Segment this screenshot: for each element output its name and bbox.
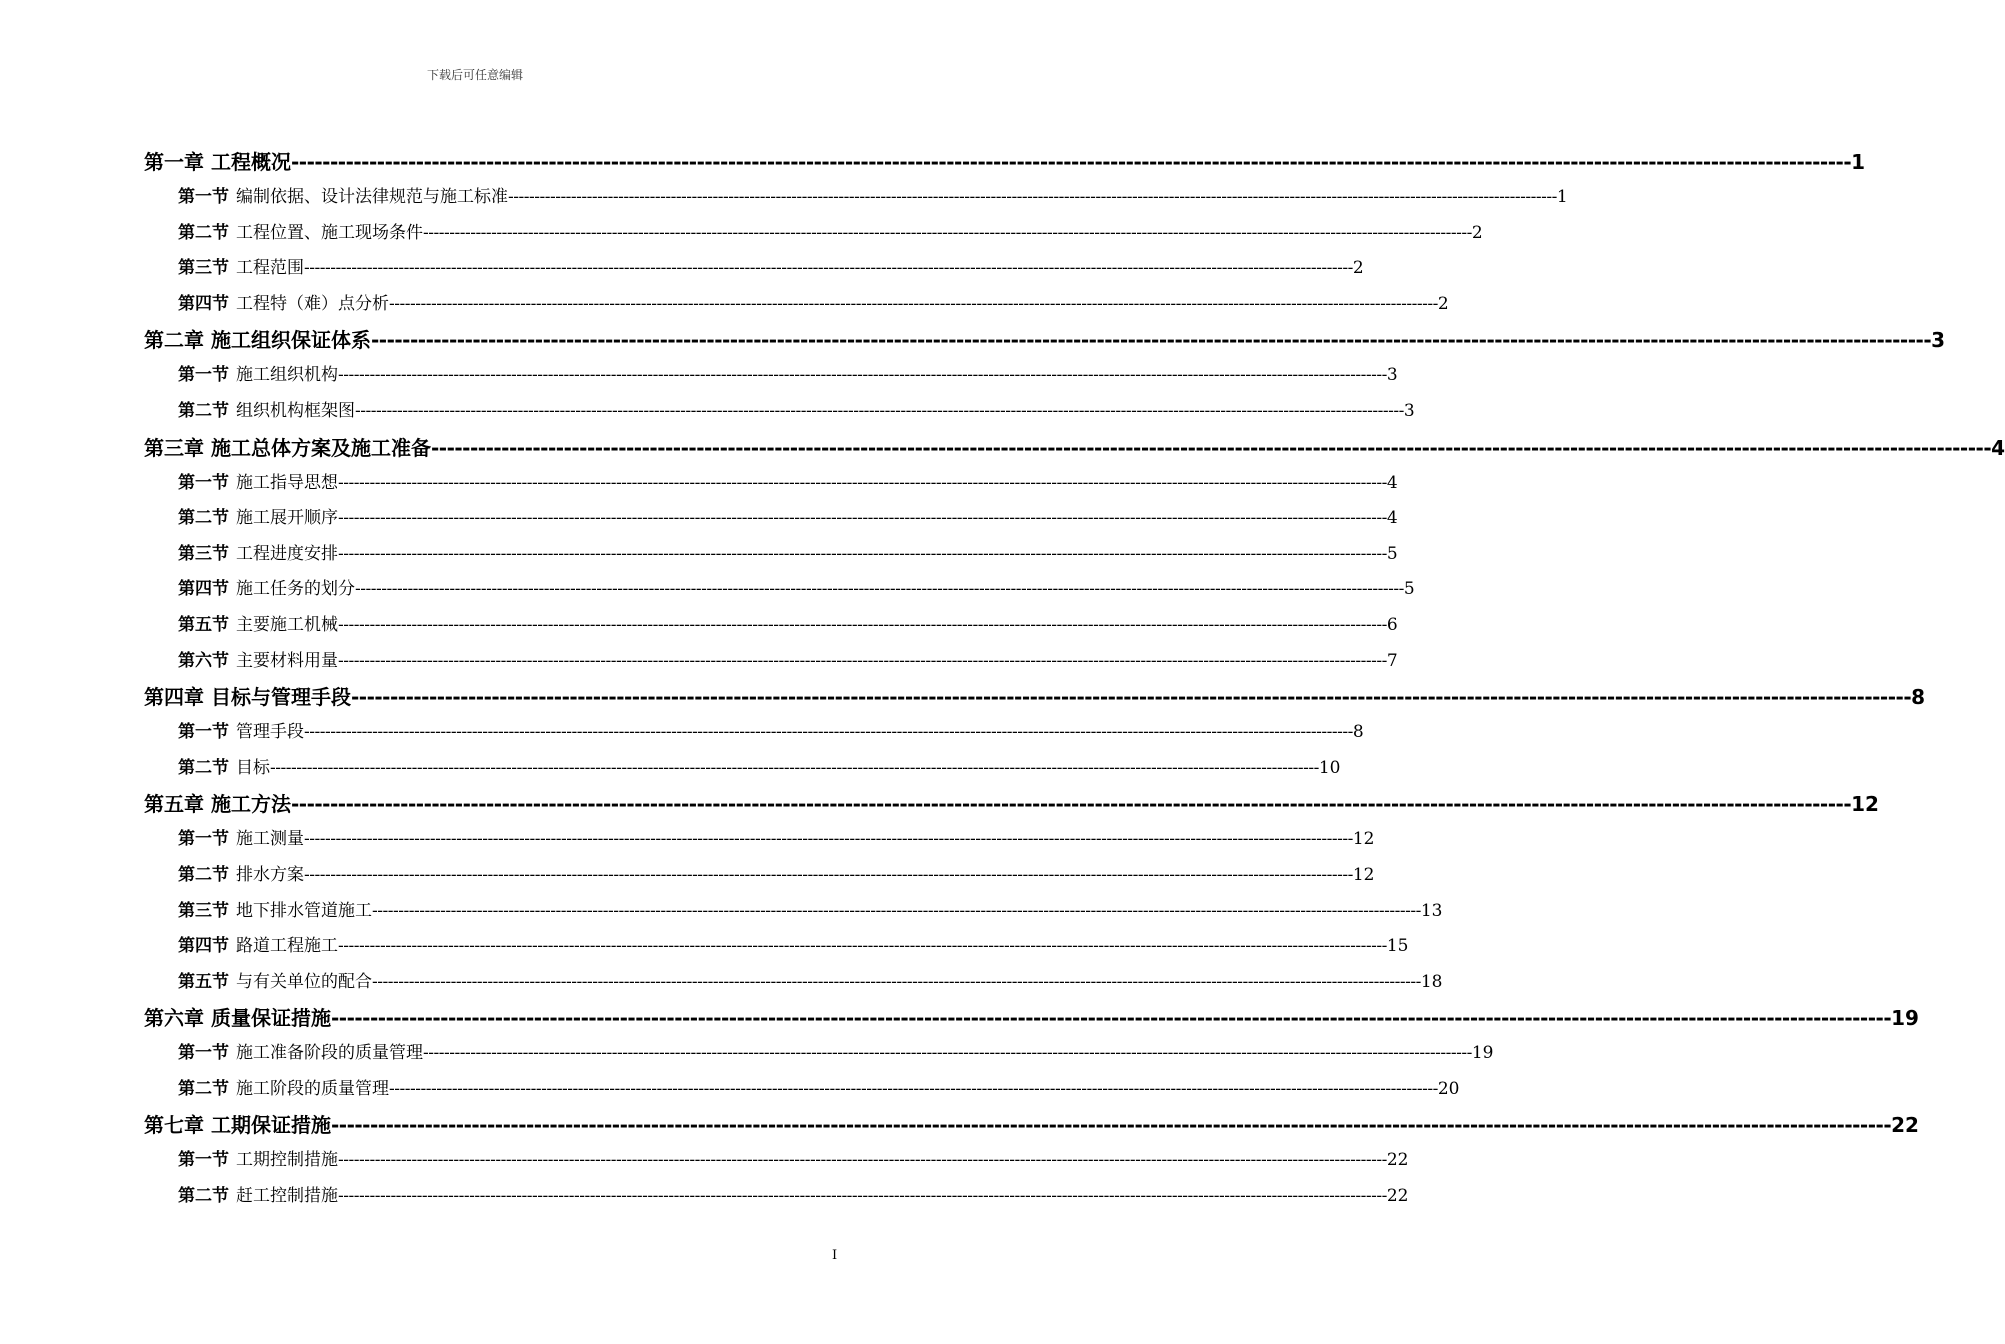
dot-leader: --------------------------------------------------------------------------------------------------------------------------------------------------------------------------------------------------------: [338, 543, 1387, 564]
toc-page-number: 12: [1352, 829, 1375, 850]
toc-page-number: 4: [1386, 472, 1398, 493]
section-heading: [178, 965, 372, 1001]
dot-leader: --------------------------------------------------------------------------------------------------------------------------------------------------------------------------------------------------------: [430, 435, 1992, 460]
section-heading: [178, 858, 304, 894]
toc-page-number: 22: [1386, 1150, 1409, 1171]
section-title: 施工测量: [236, 829, 304, 850]
section-number: 第二节: [178, 400, 229, 421]
section-number: 第一节: [178, 472, 229, 493]
dot-leader: --------------------------------------------------------------------------------------------------------------------------------------------------------------------------------------------------------: [355, 579, 1404, 600]
toc-page-number: 5: [1403, 579, 1415, 600]
section-title: 工程特（难）点分析: [236, 293, 389, 314]
toc-section[interactable]: [144, 501, 1398, 537]
toc-page-number: 4: [1386, 508, 1398, 529]
toc-page-number: 18: [1420, 971, 1443, 992]
dot-leader: --------------------------------------------------------------------------------------------------------------------------------------------------------------------------------------------------------: [304, 722, 1353, 743]
toc-page-number: 4: [1991, 435, 2005, 460]
toc-page-number: 12: [1851, 792, 1879, 817]
page-header: 下载后可任意编辑: [426, 68, 523, 82]
toc-chapter[interactable]: [144, 1000, 1919, 1036]
section-number: 第一节: [178, 1043, 229, 1064]
section-number: 第一节: [178, 829, 229, 850]
section-title: 施工任务的划分: [236, 579, 355, 600]
section-title: 施工阶段的质量管理: [236, 1078, 389, 1099]
table-of-contents: [144, 144, 2005, 1215]
toc-section[interactable]: [144, 858, 1375, 894]
toc-section[interactable]: [144, 1036, 1494, 1072]
chapter-title: 第二章 施工组织保证体系: [144, 328, 371, 353]
dot-leader: --------------------------------------------------------------------------------------------------------------------------------------------------------------------------------------------------------: [370, 328, 1932, 353]
toc-section[interactable]: [144, 822, 1375, 858]
section-title: 主要施工机械: [236, 614, 338, 635]
toc-page-number: 2: [1437, 293, 1449, 314]
chapter-title: 第四章 目标与管理手段: [144, 685, 351, 710]
dot-leader: --------------------------------------------------------------------------------------------------------------------------------------------------------------------------------------------------------: [338, 1186, 1387, 1207]
section-title: 编制依据、设计法律规范与施工标准: [236, 187, 508, 207]
section-title: 施工准备阶段的质量管理: [236, 1043, 423, 1064]
section-heading: [178, 572, 355, 608]
section-number: 第一节: [178, 365, 229, 386]
dot-leader: --------------------------------------------------------------------------------------------------------------------------------------------------------------------------------------------------------: [290, 150, 1852, 174]
toc-chapter[interactable]: [144, 144, 1866, 180]
section-number: 第四节: [178, 293, 229, 314]
toc-section[interactable]: [144, 287, 1449, 323]
dot-leader: --------------------------------------------------------------------------------------------------------------------------------------------------------------------------------------------------------: [290, 792, 1852, 817]
dot-leader: --------------------------------------------------------------------------------------------------------------------------------------------------------------------------------------------------------: [338, 936, 1387, 957]
section-title: 工期控制措施: [236, 1150, 338, 1171]
toc-page-number: 8: [1911, 685, 1926, 710]
section-heading: [178, 394, 355, 430]
dot-leader: --------------------------------------------------------------------------------------------------------------------------------------------------------------------------------------------------------: [338, 365, 1387, 386]
section-title: 工程范围: [236, 258, 304, 279]
toc-section[interactable]: [144, 751, 1341, 787]
section-title: 与有关单位的配合: [236, 971, 372, 992]
section-number: 第四节: [178, 936, 229, 957]
toc-section[interactable]: [144, 929, 1409, 965]
toc-section[interactable]: [144, 394, 1415, 430]
section-number: 第三节: [178, 900, 229, 921]
toc-page-number: 22: [1891, 1113, 1919, 1138]
section-heading: [178, 929, 338, 965]
toc-page-number: 19: [1891, 1006, 1919, 1031]
toc-page-number: 12: [1352, 864, 1375, 885]
chapter-title: 第一章 工程概况: [144, 150, 291, 174]
section-heading: [178, 287, 389, 323]
toc-chapter[interactable]: [144, 322, 1946, 358]
dot-leader: --------------------------------------------------------------------------------------------------------------------------------------------------------------------------------------------------------: [338, 1150, 1387, 1171]
toc-section[interactable]: [144, 965, 1443, 1001]
section-title: 排水方案: [236, 864, 304, 885]
dot-leader: --------------------------------------------------------------------------------------------------------------------------------------------------------------------------------------------------------: [508, 187, 1557, 207]
toc-section[interactable]: [144, 644, 1398, 680]
dot-leader: --------------------------------------------------------------------------------------------------------------------------------------------------------------------------------------------------------: [304, 829, 1353, 850]
toc-chapter[interactable]: [144, 1107, 1919, 1143]
dot-leader: --------------------------------------------------------------------------------------------------------------------------------------------------------------------------------------------------------: [423, 222, 1472, 243]
section-heading: [178, 466, 338, 502]
toc-section[interactable]: [144, 894, 1443, 930]
section-title: 主要材料用量: [236, 650, 338, 671]
section-heading: [178, 1036, 423, 1072]
chapter-title: 第七章 工期保证措施: [144, 1113, 331, 1138]
toc-chapter[interactable]: [144, 786, 1879, 822]
toc-section[interactable]: [144, 251, 1364, 287]
chapter-title: 第五章 施工方法: [144, 792, 291, 817]
section-number: 第五节: [178, 614, 229, 635]
section-title: 施工展开顺序: [236, 508, 338, 529]
dot-leader: --------------------------------------------------------------------------------------------------------------------------------------------------------------------------------------------------------: [338, 650, 1387, 671]
dot-leader: --------------------------------------------------------------------------------------------------------------------------------------------------------------------------------------------------------: [330, 1113, 1892, 1138]
section-number: 第一节: [178, 187, 229, 207]
toc-chapter[interactable]: [144, 679, 1926, 715]
section-heading: [178, 894, 372, 930]
toc-section[interactable]: [144, 1143, 1409, 1179]
dot-leader: --------------------------------------------------------------------------------------------------------------------------------------------------------------------------------------------------------: [355, 400, 1404, 421]
section-heading: [178, 537, 338, 573]
section-heading: [178, 216, 423, 252]
section-heading: [178, 358, 338, 394]
toc-section[interactable]: [144, 216, 1483, 252]
section-heading: [178, 1143, 338, 1179]
toc-chapter[interactable]: [144, 430, 2005, 466]
section-heading: [178, 1072, 389, 1108]
section-number: 第四节: [178, 579, 229, 600]
dot-leader: --------------------------------------------------------------------------------------------------------------------------------------------------------------------------------------------------------: [423, 1043, 1472, 1064]
section-number: 第六节: [178, 650, 229, 671]
toc-section[interactable]: [144, 180, 1568, 216]
dot-leader: --------------------------------------------------------------------------------------------------------------------------------------------------------------------------------------------------------: [338, 472, 1387, 493]
section-title: 路道工程施工: [236, 936, 338, 957]
section-title: 目标: [236, 757, 270, 778]
section-title: 工程进度安排: [236, 543, 338, 564]
dot-leader: --------------------------------------------------------------------------------------------------------------------------------------------------------------------------------------------------------: [304, 864, 1353, 885]
section-number: 第一节: [178, 1150, 229, 1171]
toc-page-number: 8: [1352, 722, 1364, 743]
toc-page-number: 13: [1420, 900, 1443, 921]
toc-section[interactable]: [144, 1072, 1460, 1108]
toc-section[interactable]: [144, 537, 1398, 573]
section-heading: [178, 751, 270, 787]
toc-section[interactable]: [144, 1179, 1409, 1215]
toc-page-number: 15: [1386, 936, 1409, 957]
toc-page-number: 19: [1471, 1043, 1494, 1064]
toc-page-number: 6: [1386, 614, 1398, 635]
section-number: 第三节: [178, 543, 229, 564]
section-title: 工程位置、施工现场条件: [236, 222, 423, 243]
toc-page-number: 1: [1851, 150, 1866, 174]
toc-page-number: 3: [1386, 365, 1398, 386]
toc-page-number: 3: [1931, 328, 1946, 353]
section-title: 施工组织机构: [236, 365, 338, 386]
section-number: 第二节: [178, 222, 229, 243]
section-number: 第三节: [178, 258, 229, 279]
toc-section[interactable]: [144, 608, 1398, 644]
section-title: 施工指导思想: [236, 472, 338, 493]
section-heading: [178, 644, 338, 680]
dot-leader: --------------------------------------------------------------------------------------------------------------------------------------------------------------------------------------------------------: [330, 1006, 1892, 1031]
section-heading: [178, 1179, 338, 1215]
section-heading: [178, 608, 338, 644]
chapter-title: 第三章 施工总体方案及施工准备: [144, 435, 431, 460]
section-number: 第二节: [178, 1078, 229, 1099]
dot-leader: --------------------------------------------------------------------------------------------------------------------------------------------------------------------------------------------------------: [350, 685, 1912, 710]
section-heading: [178, 180, 508, 216]
toc-section[interactable]: [144, 715, 1364, 751]
section-heading: [178, 251, 304, 287]
section-title: 组织机构框架图: [236, 400, 355, 421]
toc-section[interactable]: [144, 572, 1415, 608]
section-heading: [178, 715, 304, 751]
toc-section[interactable]: [144, 358, 1398, 394]
chapter-title: 第六章 质量保证措施: [144, 1006, 331, 1031]
dot-leader: --------------------------------------------------------------------------------------------------------------------------------------------------------------------------------------------------------: [372, 971, 1421, 992]
section-number: 第五节: [178, 971, 229, 992]
page-number: I: [832, 1248, 838, 1263]
dot-leader: --------------------------------------------------------------------------------------------------------------------------------------------------------------------------------------------------------: [338, 508, 1387, 529]
toc-section[interactable]: [144, 466, 1398, 502]
toc-page-number: 3: [1403, 400, 1415, 421]
section-number: 第二节: [178, 508, 229, 529]
toc-page-number: 2: [1471, 222, 1483, 243]
dot-leader: --------------------------------------------------------------------------------------------------------------------------------------------------------------------------------------------------------: [338, 614, 1387, 635]
section-title: 赶工控制措施: [236, 1186, 338, 1207]
section-title: 地下排水管道施工: [236, 900, 372, 921]
dot-leader: --------------------------------------------------------------------------------------------------------------------------------------------------------------------------------------------------------: [372, 900, 1421, 921]
dot-leader: --------------------------------------------------------------------------------------------------------------------------------------------------------------------------------------------------------: [270, 757, 1319, 778]
section-number: 第一节: [178, 722, 229, 743]
toc-page-number: 2: [1352, 258, 1364, 279]
section-title: 管理手段: [236, 722, 304, 743]
dot-leader: --------------------------------------------------------------------------------------------------------------------------------------------------------------------------------------------------------: [389, 1078, 1438, 1099]
toc-page-number: 1: [1556, 187, 1568, 207]
section-heading: [178, 822, 304, 858]
toc-page-number: 10: [1318, 757, 1341, 778]
dot-leader: --------------------------------------------------------------------------------------------------------------------------------------------------------------------------------------------------------: [389, 293, 1438, 314]
toc-page-number: 7: [1386, 650, 1398, 671]
toc-page-number: 20: [1437, 1078, 1460, 1099]
section-number: 第二节: [178, 864, 229, 885]
section-number: 第二节: [178, 757, 229, 778]
dot-leader: --------------------------------------------------------------------------------------------------------------------------------------------------------------------------------------------------------: [304, 258, 1353, 279]
toc-page-number: 22: [1386, 1186, 1409, 1207]
toc-page-number: 5: [1386, 543, 1398, 564]
section-number: 第二节: [178, 1186, 229, 1207]
section-heading: [178, 501, 338, 537]
